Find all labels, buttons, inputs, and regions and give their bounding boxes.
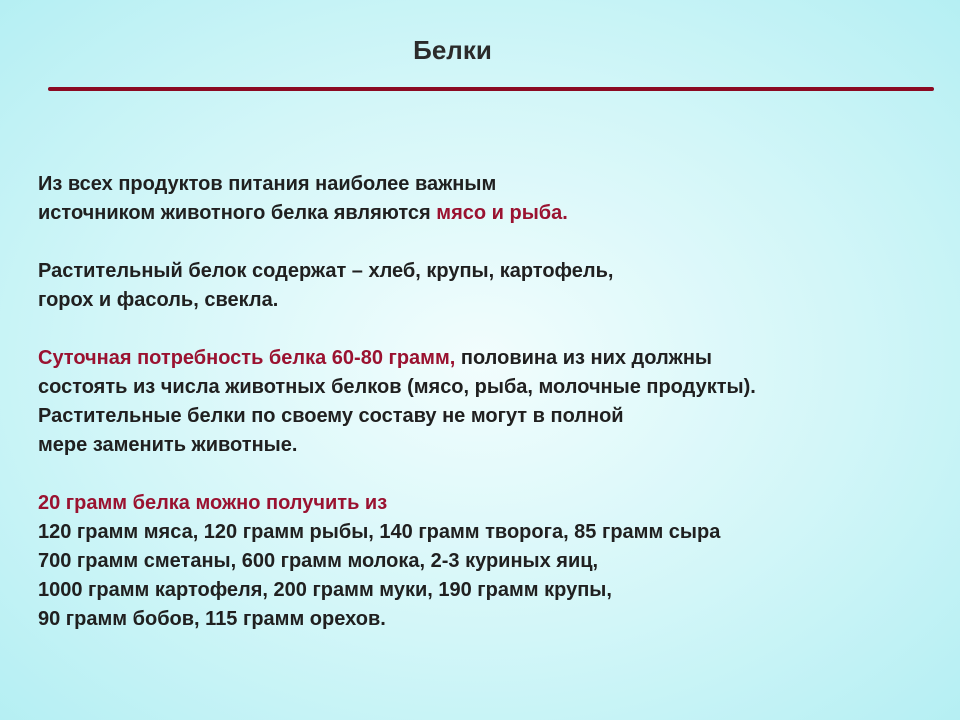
paragraph-protein-sources: [38, 489, 928, 634]
paragraph-daily-need: [38, 344, 928, 460]
paragraph-line: Из всех продуктов питания наиболее важным: [38, 173, 497, 195]
slide-content: [38, 170, 928, 634]
line-text: половина из них должны: [455, 347, 712, 369]
paragraph-line: горох и фасоль, свекла.: [38, 289, 279, 311]
highlight-text: Суточная потребность белка 60-80 грамм,: [38, 347, 456, 369]
paragraph-plant-protein: [38, 257, 928, 315]
paragraph-line: Растительный белок содержат – хлеб, крупы, картофель,: [38, 260, 614, 282]
paragraph-line: [38, 199, 928, 228]
slide-title: Белки: [413, 35, 492, 65]
paragraph-line: 700 грамм сметаны, 600 грамм молока, 2-3 куриных яиц,: [38, 550, 599, 572]
paragraph-line: 1000 грамм картофеля, 200 грамм муки, 190 грамм крупы,: [38, 579, 612, 601]
paragraph-line: Растительные белки по своему составу не могут в полной: [38, 405, 624, 427]
paragraph-line: мере заменить животные.: [38, 434, 298, 456]
line-text: источником животного белка являются: [38, 202, 437, 224]
highlight-text: 20 грамм белка можно получить из: [38, 492, 388, 514]
paragraph-main-sources: [38, 170, 928, 228]
paragraph-line: 90 грамм бобов, 115 грамм орехов.: [38, 608, 386, 630]
highlight-text: мясо и рыба.: [436, 202, 568, 224]
paragraph-line: [38, 344, 928, 373]
title-divider: [48, 87, 934, 91]
paragraph-line: 120 грамм мяса, 120 грамм рыбы, 140 грамм творога, 85 грамм сыра: [38, 521, 721, 543]
paragraph-line: состоять из числа животных белков (мясо, рыба, молочные продукты).: [38, 376, 756, 398]
